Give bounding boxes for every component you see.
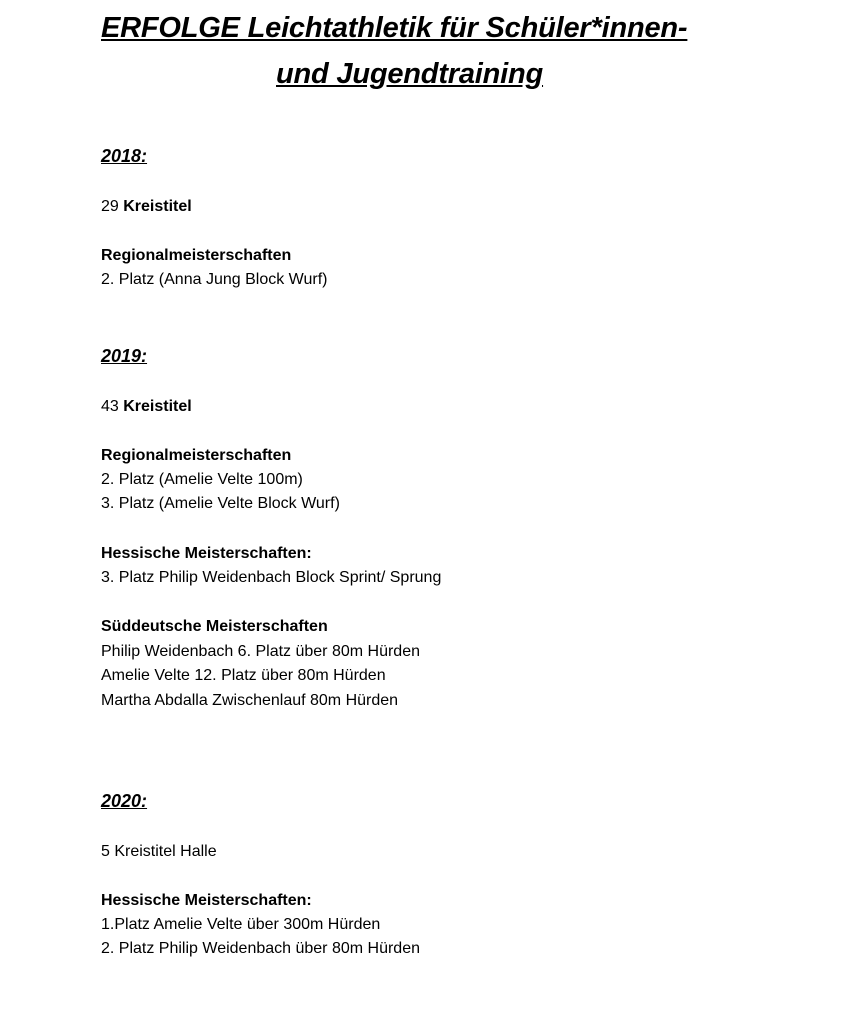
regional-heading-2018: Regionalmeisterschaften — [101, 247, 292, 264]
hessen-item-2020-2: 2. Platz Philip Weidenbach über 80m Hürden — [101, 940, 420, 957]
regional-item-2019-2: 3. Platz (Amelie Velte Block Wurf) — [101, 495, 340, 512]
document-title-line-1: ERFOLGE Leichtathletik für Schüler*innen- — [101, 12, 688, 44]
document-title-line-2: und Jugendtraining — [276, 58, 544, 90]
sued-item-2019-3: Martha Abdalla Zwischenlauf 80m Hürden — [101, 692, 399, 709]
kreistitel-2019 — [101, 395, 192, 419]
kreistitel-2020: 5 Kreistitel Halle — [101, 843, 217, 860]
kreistitel-count: 29 — [101, 198, 119, 215]
kreistitel-count: 43 — [101, 398, 119, 415]
hessen-item-2020-1: 1.Platz Amelie Velte über 300m Hürden — [101, 916, 381, 933]
kreistitel-2018 — [101, 195, 192, 219]
hessen-heading-2020: Hessische Meisterschaften: — [101, 892, 312, 909]
year-heading-2018: 2018: — [101, 146, 148, 166]
regional-item-2019-1: 2. Platz (Amelie Velte 100m) — [101, 471, 303, 488]
regional-item-2018-1: 2. Platz (Anna Jung Block Wurf) — [101, 271, 328, 288]
kreistitel-label: Kreistitel — [123, 398, 192, 415]
sued-item-2019-2: Amelie Velte 12. Platz über 80m Hürden — [101, 667, 386, 684]
sued-item-2019-1: Philip Weidenbach 6. Platz über 80m Hürden — [101, 643, 420, 660]
kreistitel-label: Kreistitel — [123, 198, 192, 215]
year-heading-2020: 2020: — [101, 791, 148, 811]
regional-heading-2019: Regionalmeisterschaften — [101, 447, 292, 464]
sued-heading-2019: Süddeutsche Meisterschaften — [101, 618, 328, 635]
year-heading-2019: 2019: — [101, 346, 148, 366]
hessen-item-2019-1: 3. Platz Philip Weidenbach Block Sprint/ Sprung — [101, 569, 442, 586]
hessen-heading-2019: Hessische Meisterschaften: — [101, 545, 312, 562]
